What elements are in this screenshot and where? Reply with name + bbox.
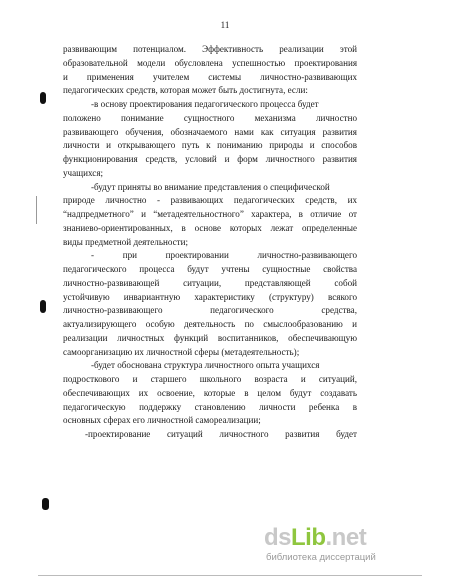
text-line: учащихся; <box>63 167 104 178</box>
text-line: реализации личностных функций воспитанников, обеспечивающую <box>63 332 357 343</box>
text-line: устойчивую инвариантную характеристику (структуру) всякого <box>63 291 357 302</box>
text-line: знаниево-ориентированных, в основе которых лежат определенные <box>63 222 357 233</box>
dslib-logo: dsLib.net <box>264 524 367 551</box>
scan-mark-line <box>36 196 37 224</box>
text-line: - при проектировании личностно-развивающего <box>91 250 357 261</box>
bottom-scan-edge <box>38 575 422 576</box>
text-line: -будет обоснована структура личностного опыта учащихся <box>91 360 320 371</box>
text-line: и применения учителем системы личностно-развивающих <box>63 71 357 82</box>
dslib-watermark[interactable] <box>264 522 444 566</box>
text-line: актуализирующего особую деятельность по смыслообразованию и <box>63 319 357 329</box>
text-line: -проектирование ситуаций личностного развития будет <box>85 429 357 439</box>
text-line: природе личностно - развивающих педагогических средств, их <box>63 195 357 206</box>
text-line: -в основу проектирования педагогического процесса будет <box>91 99 319 109</box>
text-line: развивающим потенциалом. Эффективность реализации этой <box>63 44 357 54</box>
text-line: личностно-развивающего педагогического средства, <box>63 305 357 316</box>
scan-mark-top <box>40 92 46 104</box>
text-line: основных сферах его личностной самореализации; <box>63 415 261 426</box>
text-line: личностно-развивающей ситуации, представляющей собой <box>63 277 357 288</box>
text-line: подросткового и старшего школьного возраста и ситуаций, <box>63 374 357 384</box>
text-line: виды предметной деятельности; <box>63 236 189 247</box>
watermark-caption: библиотека диссертаций <box>266 552 376 563</box>
text-line: функционирования средств, условий и форм личностного развития <box>63 154 357 164</box>
text-line: личности и открывающего путь к пониманию природы и способов <box>63 140 357 151</box>
text-line: “надпредметного” и “метадеятельностного” характера, в отличие от <box>63 209 357 219</box>
scan-mark-middle <box>40 300 46 313</box>
text-line: положено понимание сущностного механизма личностно <box>63 112 357 123</box>
text-line: самоорганизацию их личностной сферы (метадеятельность); <box>63 346 300 357</box>
text-line: педагогических средств, которая может быть достигнута, если: <box>63 85 308 96</box>
body-text <box>63 43 357 442</box>
text-line: обеспечивающих их освоение, которые в целом будут создавать <box>63 387 357 398</box>
text-line: образовательной модели обусловлена успешностью проектирования <box>63 57 357 68</box>
scan-mark-bottom <box>42 498 49 510</box>
text-line: развивающего обучения, обозначаемого нами как ситуация развития <box>63 126 357 137</box>
page-number: 11 <box>220 20 230 30</box>
text-line: педагогическую поддержку становлению личности ребенка в <box>63 401 357 412</box>
text-line: педагогического процесса будут учтены сущностные свойства <box>63 264 357 274</box>
text-line: -будут приняты во внимание представления о специфической <box>91 181 330 192</box>
